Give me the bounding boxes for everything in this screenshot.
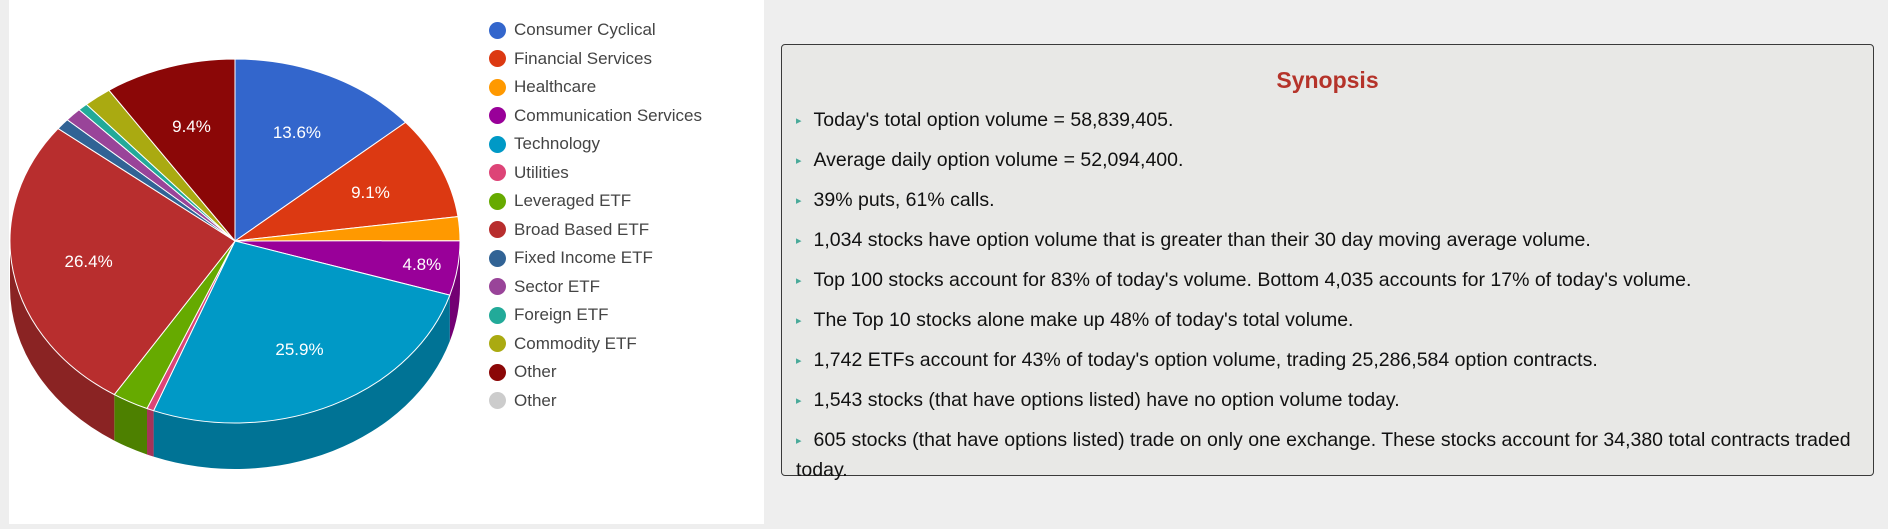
synopsis-item xyxy=(796,227,1859,257)
legend-item xyxy=(489,301,702,330)
legend-swatch xyxy=(489,22,506,39)
legend-label: Consumer Cyclical xyxy=(514,20,656,40)
legend-label: Other xyxy=(514,390,557,410)
bullet-icon: ▸ xyxy=(796,355,802,367)
legend-label: Utilities xyxy=(514,162,569,182)
synopsis-item-text: 605 stocks (that have options listed) trade on only one exchange. These stocks account for 34,380 total contracts traded today. xyxy=(796,429,1851,481)
synopsis-item-text: Top 100 stocks account for 83% of today's volume. Bottom 4,035 accounts for 17% of today's volume. xyxy=(813,269,1692,291)
legend-swatch xyxy=(489,335,506,352)
legend-swatch xyxy=(489,164,506,181)
bullet-icon: ▸ xyxy=(796,115,802,127)
synopsis-item xyxy=(796,347,1859,377)
bullet-icon: ▸ xyxy=(796,155,802,167)
legend-item xyxy=(489,216,702,245)
legend-item xyxy=(489,102,702,131)
legend-item xyxy=(489,159,702,188)
synopsis-item-text: Today's total option volume = 58,839,405. xyxy=(813,109,1174,131)
synopsis-item xyxy=(796,187,1859,217)
bullet-icon: ▸ xyxy=(796,315,802,327)
legend-item xyxy=(489,273,702,302)
legend-swatch xyxy=(489,136,506,153)
synopsis-item xyxy=(796,387,1859,417)
synopsis-item-text: 1,742 ETFs account for 43% of today's option volume, trading 25,286,584 option contracts. xyxy=(813,349,1598,371)
pie-slice-side xyxy=(147,409,154,457)
legend-swatch xyxy=(489,79,506,96)
pie-data-label: 4.8% xyxy=(402,254,442,274)
pie-data-label: 26.4% xyxy=(64,252,113,272)
chart-panel xyxy=(9,0,764,524)
bullet-icon: ▸ xyxy=(796,395,802,407)
legend-swatch xyxy=(489,364,506,381)
synopsis-item xyxy=(796,427,1859,484)
legend-label: Broad Based ETF xyxy=(514,219,650,239)
bullet-icon: ▸ xyxy=(796,275,802,287)
legend-item xyxy=(489,73,702,102)
legend-label: Sector ETF xyxy=(514,276,600,296)
legend-label: Leveraged ETF xyxy=(514,191,632,211)
legend-swatch xyxy=(489,250,506,267)
legend-swatch xyxy=(489,50,506,67)
synopsis-item xyxy=(796,307,1859,337)
pie-data-label: 13.6% xyxy=(272,122,322,142)
synopsis-item-text: The Top 10 stocks alone make up 48% of today's total volume. xyxy=(813,309,1354,331)
synopsis-panel xyxy=(781,44,1874,481)
legend-label: Financial Services xyxy=(514,48,652,68)
pie-data-label: 9.4% xyxy=(172,117,211,137)
bullet-icon: ▸ xyxy=(796,435,802,447)
legend-item xyxy=(489,16,702,45)
synopsis-item xyxy=(796,107,1859,137)
legend-label: Fixed Income ETF xyxy=(514,248,653,268)
legend-swatch xyxy=(489,307,506,324)
legend-item xyxy=(489,187,702,216)
legend-swatch xyxy=(489,221,506,238)
legend-swatch xyxy=(489,193,506,210)
synopsis-title: Synopsis xyxy=(1276,67,1379,93)
pie-data-label: 9.1% xyxy=(351,182,390,202)
legend-item xyxy=(489,358,702,387)
legend-item xyxy=(489,387,702,416)
legend-swatch xyxy=(489,107,506,124)
legend-label: Healthcare xyxy=(514,77,597,97)
legend-label: Other xyxy=(514,362,557,382)
legend-item xyxy=(489,45,702,74)
pie-data-label: 25.9% xyxy=(275,340,324,360)
legend-item xyxy=(489,244,702,273)
bullet-icon: ▸ xyxy=(796,235,802,247)
legend-label: Communication Services xyxy=(514,105,703,125)
synopsis-item-text: 39% puts, 61% calls. xyxy=(813,189,995,211)
legend-swatch xyxy=(489,278,506,295)
bullet-icon: ▸ xyxy=(796,195,802,207)
synopsis-item-text: 1,543 stocks (that have options listed) have no option volume today. xyxy=(813,389,1400,411)
synopsis-list xyxy=(782,107,1873,484)
synopsis-item xyxy=(796,147,1859,177)
legend-item xyxy=(489,130,702,159)
legend-swatch xyxy=(489,392,506,409)
legend-item xyxy=(489,330,702,359)
legend-label: Commodity ETF xyxy=(514,333,637,353)
legend-label: Foreign ETF xyxy=(514,305,609,325)
synopsis-item-text: Average daily option volume = 52,094,400. xyxy=(813,149,1184,171)
synopsis-item xyxy=(796,267,1859,297)
legend-label: Technology xyxy=(514,134,601,154)
chart-legend xyxy=(489,16,702,415)
synopsis-item-text: 1,034 stocks have option volume that is greater than their 30 day moving average volume. xyxy=(813,229,1591,251)
